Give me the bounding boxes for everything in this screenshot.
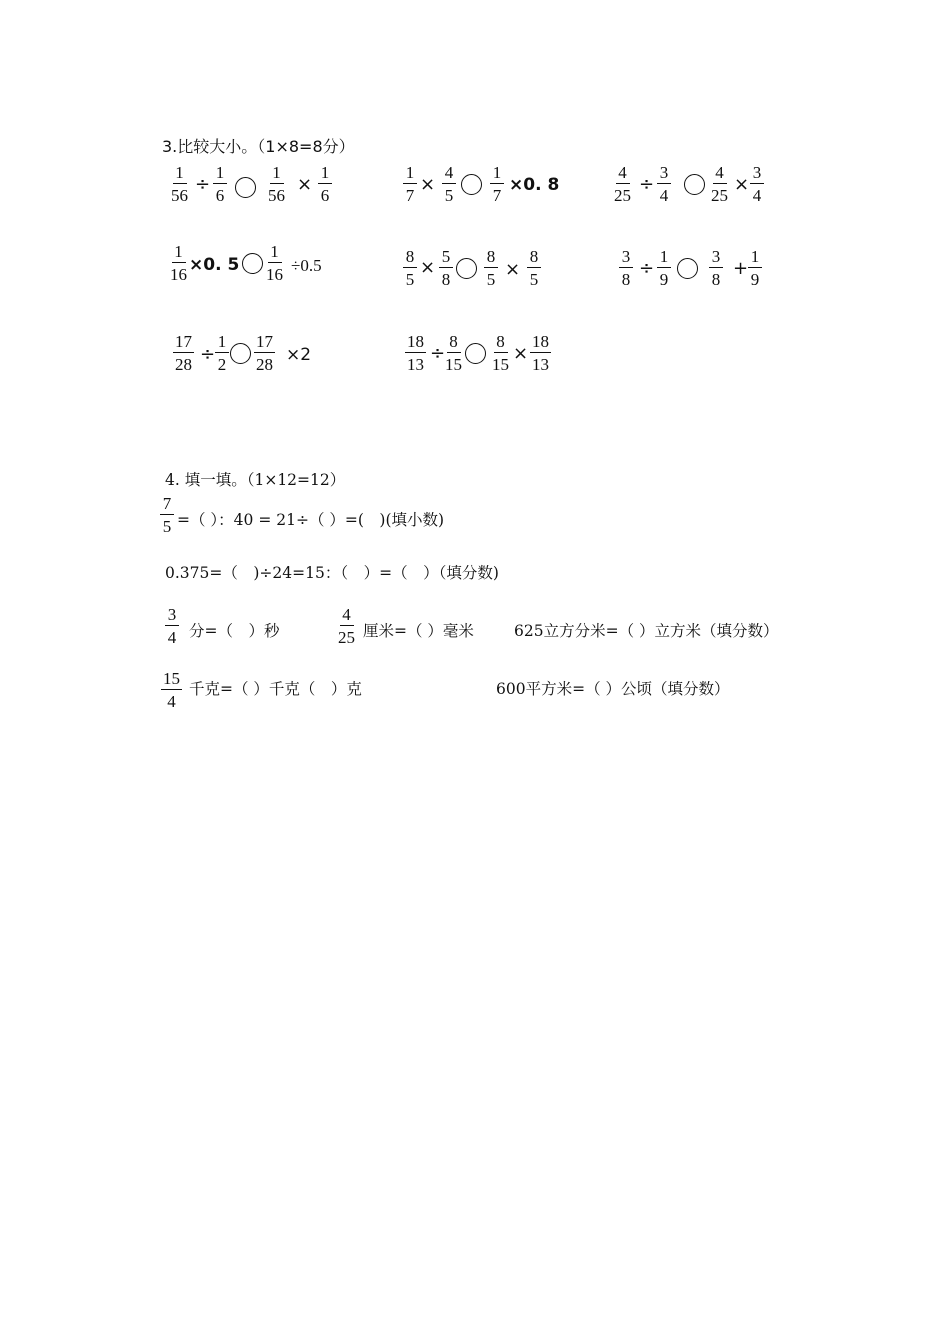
fraction: $\frac{1}{56}$ [268,163,285,205]
comparison-circle[interactable] [235,177,256,198]
section-3-title: 3.比较大小。（1×8=8分） [162,137,355,156]
fraction: $\frac{4}{5}$ [442,164,456,204]
comparison-circle[interactable] [461,174,482,195]
fraction: $\frac{5}{8}$ [439,248,453,288]
comparison-circle[interactable] [230,343,251,364]
fraction: $\frac{15}{4}$ [163,669,180,711]
fraction: $\frac{18}{13}$ [532,332,549,374]
section-4-title: 4. 填一填。（1×12=12） [165,471,346,489]
fraction: $\frac{8}{5}$ [484,248,498,288]
comparison-circle[interactable] [677,258,698,279]
fraction: $\frac{17}{28}$ [256,332,273,374]
fraction: $\frac{8}{5}$ [527,248,541,288]
fraction: $\frac{1}{56}$ [171,163,188,205]
fraction: $\frac{1}{16}$ [266,242,283,284]
fraction: $\frac{3}{4}$ [750,164,764,204]
fraction: $\frac{8}{15}$ [445,332,462,374]
fraction: $\frac{1}{9}$ [748,248,762,288]
fraction: $\frac{1}{16}$ [170,242,187,284]
fraction: $\frac{1}{6}$ [318,164,332,204]
fraction: $\frac{17}{28}$ [175,332,192,374]
fraction: $\frac{1}{6}$ [213,164,227,204]
fraction: $\frac{3}{8}$ [709,248,723,288]
fraction: $\frac{1}{9}$ [657,248,671,288]
fraction: $\frac{7}{5}$ [160,495,174,535]
fraction: $\frac{3}{4}$ [165,606,179,646]
fraction: $\frac{4}{25}$ [338,605,355,647]
fraction: $\frac{8}{15}$ [492,332,509,374]
fraction: $\frac{4}{25}$ [711,163,728,205]
fraction: $\frac{1}{7}$ [403,164,417,204]
fraction: $\frac{4}{25}$ [614,163,631,205]
fraction: $\frac{18}{13}$ [407,332,424,374]
comparison-circle[interactable] [242,253,263,274]
fraction: $\frac{8}{5}$ [403,248,417,288]
comparison-circle[interactable] [684,174,705,195]
comparison-circle[interactable] [465,343,486,364]
fraction: $\frac{3}{4}$ [657,164,671,204]
comparison-circle[interactable] [456,258,477,279]
fraction: $\frac{1}{7}$ [490,164,504,204]
fraction: $\frac{1}{2}$ [215,333,229,373]
fraction: $\frac{3}{8}$ [619,248,633,288]
